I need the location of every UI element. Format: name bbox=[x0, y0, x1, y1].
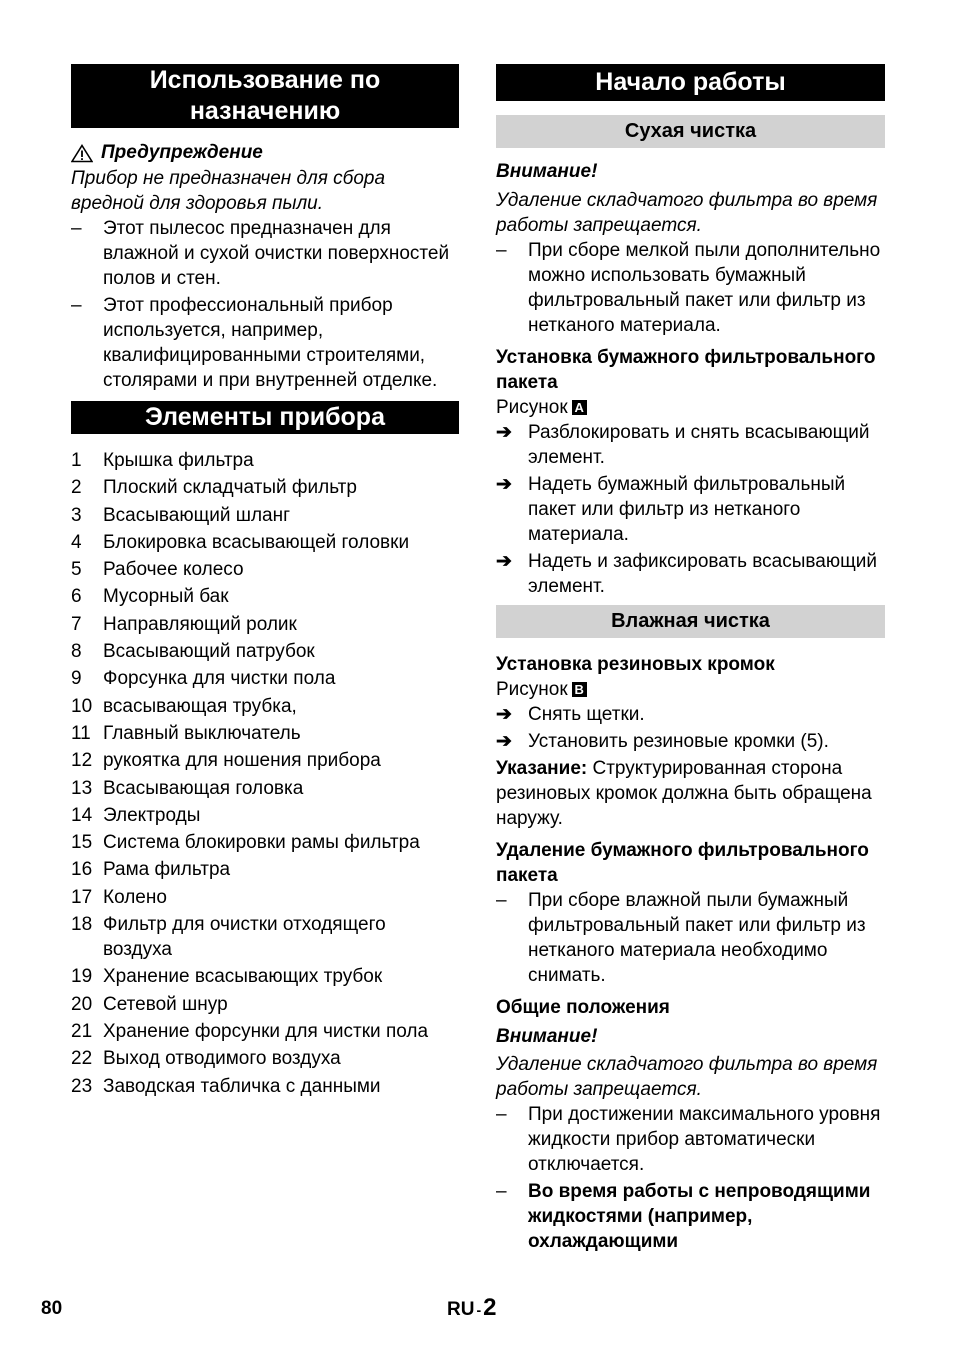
arrow-icon: ➔ bbox=[496, 704, 512, 725]
figure-ref bbox=[496, 395, 885, 420]
dash-mark: – bbox=[496, 240, 507, 261]
wet-cleaning-heading: Влажная чистка bbox=[496, 605, 885, 638]
list-item bbox=[71, 748, 459, 773]
rubber-heading: Установка резиновых кромок bbox=[496, 654, 775, 675]
item-number: 8 bbox=[71, 641, 82, 663]
note-text: Структурированная сторона резиновых кромок должна быть обращена наружу. bbox=[496, 758, 872, 829]
step-item bbox=[496, 420, 885, 470]
note-label: Указание: bbox=[496, 758, 588, 779]
attention-label: Внимание! bbox=[496, 1026, 598, 1047]
list-item bbox=[71, 721, 459, 746]
item-number: 21 bbox=[71, 1020, 93, 1042]
item-number: 10 bbox=[71, 695, 93, 717]
step-text: Надеть бумажный фильтровальный пакет или фильтр из нетканого материала. bbox=[528, 474, 846, 545]
item-text: Рабочее колесо bbox=[103, 559, 244, 581]
attention-text: Удаление складчатого фильтра во время работы запрещается. bbox=[496, 1054, 878, 1100]
list-item bbox=[71, 694, 459, 719]
list-item bbox=[71, 612, 459, 637]
item-text: Заводская табличка с данными bbox=[103, 1075, 381, 1097]
list-item bbox=[71, 776, 459, 801]
item-text: Система блокировки рамы фильтра bbox=[103, 832, 420, 854]
item-number: 23 bbox=[71, 1075, 93, 1097]
start-heading: Начало работы bbox=[496, 64, 885, 101]
section-separator: - bbox=[476, 1302, 482, 1318]
item-number: 17 bbox=[71, 886, 93, 908]
warning-row bbox=[71, 140, 459, 166]
list-item-text: Этот профессиональный прибор используется, например, квалифицированными строителями, столярами и при внутренней отделке. bbox=[103, 295, 438, 391]
list-item bbox=[71, 503, 459, 528]
dash-mark: – bbox=[496, 1181, 507, 1202]
dash-mark: – bbox=[496, 890, 507, 911]
dash-mark: – bbox=[71, 295, 82, 316]
general-heading: Общие положения bbox=[496, 997, 670, 1018]
step-item bbox=[496, 549, 885, 599]
list-item bbox=[71, 964, 459, 989]
figure-ref bbox=[496, 677, 885, 702]
list-item bbox=[71, 912, 459, 962]
item-text: Электроды bbox=[103, 804, 201, 826]
list-item bbox=[71, 557, 459, 582]
item-number: 13 bbox=[71, 777, 93, 799]
item-number: 11 bbox=[71, 722, 91, 744]
item-number: 2 bbox=[71, 477, 82, 499]
list-item bbox=[71, 293, 459, 393]
list-item bbox=[71, 857, 459, 882]
item-text: Блокировка всасывающей головки bbox=[103, 531, 410, 553]
item-text: Плоский складчатый фильтр bbox=[103, 477, 357, 499]
list-item bbox=[71, 830, 459, 855]
paper-bag-heading: Установка бумажного фильтровального пакета bbox=[496, 347, 876, 393]
item-number: 5 bbox=[71, 559, 82, 581]
dash-mark: – bbox=[71, 218, 82, 239]
remove-bag-heading: Удаление бумажного фильтровального пакета bbox=[496, 840, 869, 886]
item-text: Хранение всасывающих трубок bbox=[103, 966, 383, 988]
item-number: 6 bbox=[71, 586, 82, 608]
figure-label: Рисунок bbox=[496, 397, 568, 418]
list-item bbox=[71, 216, 459, 291]
item-text: Хранение форсунки для чистки пола bbox=[103, 1020, 429, 1042]
item-text: Всасывающая головка bbox=[103, 777, 304, 799]
item-text: Мусорный бак bbox=[103, 586, 229, 608]
list-item-text: Этот пылесос предназначен для влажной и сухой очистки поверхностей полов и стен. bbox=[103, 218, 450, 289]
list-item bbox=[71, 639, 459, 664]
list-item bbox=[71, 1046, 459, 1071]
list-item bbox=[71, 666, 459, 691]
arrow-icon: ➔ bbox=[496, 474, 512, 495]
section-marker bbox=[447, 1294, 496, 1322]
item-text: всасывающая трубка, bbox=[103, 695, 297, 717]
item-text: Фильтр для очистки отходящего воздуха bbox=[103, 914, 386, 961]
list-item bbox=[71, 803, 459, 828]
warning-text: Прибор не предназначен для сбора вредной для здоровья пыли. bbox=[71, 168, 386, 214]
list-item bbox=[71, 448, 459, 473]
item-number: 4 bbox=[71, 531, 82, 553]
item-text: Крышка фильтра bbox=[103, 450, 254, 471]
item-number: 16 bbox=[71, 859, 93, 881]
elements-heading: Элементы прибора bbox=[71, 401, 459, 434]
item-text: Главный выключатель bbox=[103, 722, 301, 744]
item-text: рукоятка для ношения прибора bbox=[103, 750, 381, 772]
list-item bbox=[71, 530, 459, 555]
list-item-text: Во время работы с непроводящими жидкостями (например, охлаждающими bbox=[528, 1181, 871, 1252]
page-number: 80 bbox=[41, 1298, 63, 1319]
item-text: Сетевой шнур bbox=[103, 993, 228, 1015]
step-item bbox=[496, 472, 885, 547]
arrow-icon: ➔ bbox=[496, 422, 512, 443]
left-column bbox=[71, 64, 459, 1101]
item-number: 12 bbox=[71, 750, 93, 772]
attention-text: Удаление складчатого фильтра во время работы запрещается. bbox=[496, 190, 878, 236]
item-number: 9 bbox=[71, 668, 82, 690]
item-number: 18 bbox=[71, 914, 93, 936]
list-item bbox=[496, 1179, 885, 1254]
list-item bbox=[71, 475, 459, 500]
item-text: Колено bbox=[103, 886, 167, 908]
item-number: 14 bbox=[71, 804, 93, 826]
step-text: Разблокировать и снять всасывающий элемент. bbox=[528, 422, 870, 468]
right-column bbox=[496, 64, 885, 1256]
elements-list bbox=[71, 448, 459, 1099]
figure-badge-a: A bbox=[572, 400, 587, 415]
list-item bbox=[71, 1019, 459, 1044]
item-number: 1 bbox=[71, 450, 82, 471]
attention-label: Внимание! bbox=[496, 161, 598, 182]
item-text: Всасывающий патрубок bbox=[103, 641, 315, 663]
arrow-icon: ➔ bbox=[496, 551, 512, 572]
dash-mark: – bbox=[496, 1104, 507, 1125]
item-text: Выход отводимого воздуха bbox=[103, 1048, 341, 1070]
item-text: Рама фильтра bbox=[103, 859, 231, 881]
warning-label: Предупреждение bbox=[101, 142, 263, 163]
step-text: Надеть и зафиксировать всасывающий элемент. bbox=[528, 551, 877, 597]
dry-cleaning-heading: Сухая чистка bbox=[496, 115, 885, 148]
arrow-icon: ➔ bbox=[496, 731, 512, 752]
language-code: RU bbox=[447, 1299, 475, 1320]
list-item bbox=[496, 238, 885, 338]
list-item bbox=[71, 1074, 459, 1099]
list-item bbox=[71, 584, 459, 609]
note-paragraph bbox=[496, 756, 885, 831]
figure-label: Рисунок bbox=[496, 679, 568, 700]
item-number: 19 bbox=[71, 966, 93, 988]
list-item-text: При достижении максимального уровня жидкости прибор автоматически отключается. bbox=[528, 1104, 881, 1175]
step-item bbox=[496, 702, 885, 727]
list-item bbox=[71, 992, 459, 1017]
item-text: Всасывающий шланг bbox=[103, 504, 291, 526]
section-number: 2 bbox=[483, 1294, 497, 1321]
warning-triangle-icon bbox=[71, 144, 93, 163]
item-number: 20 bbox=[71, 993, 93, 1015]
step-item bbox=[496, 729, 885, 754]
list-item bbox=[496, 888, 885, 988]
list-item bbox=[496, 1102, 885, 1177]
item-text: Направляющий ролик bbox=[103, 613, 297, 635]
list-item-text: При сборе мелкой пыли дополнительно можно использовать бумажный фильтровальный пакет или фильтр из нетканого материала. bbox=[528, 240, 881, 336]
list-item-text: При сборе влажной пыли бумажный фильтровальный пакет или фильтр из нетканого материала необходимо снимать. bbox=[528, 890, 866, 986]
step-text: Снять щетки. bbox=[528, 704, 645, 725]
step-text: Установить резиновые кромки (5). bbox=[528, 731, 829, 752]
list-item bbox=[71, 885, 459, 910]
item-number: 15 bbox=[71, 832, 93, 854]
item-number: 3 bbox=[71, 504, 82, 526]
item-number: 22 bbox=[71, 1048, 93, 1070]
figure-badge-b: B bbox=[572, 682, 587, 697]
item-number: 7 bbox=[71, 613, 82, 635]
item-text: Форсунка для чистки пола bbox=[103, 668, 336, 690]
usage-heading: Использование по назначению bbox=[71, 64, 459, 128]
